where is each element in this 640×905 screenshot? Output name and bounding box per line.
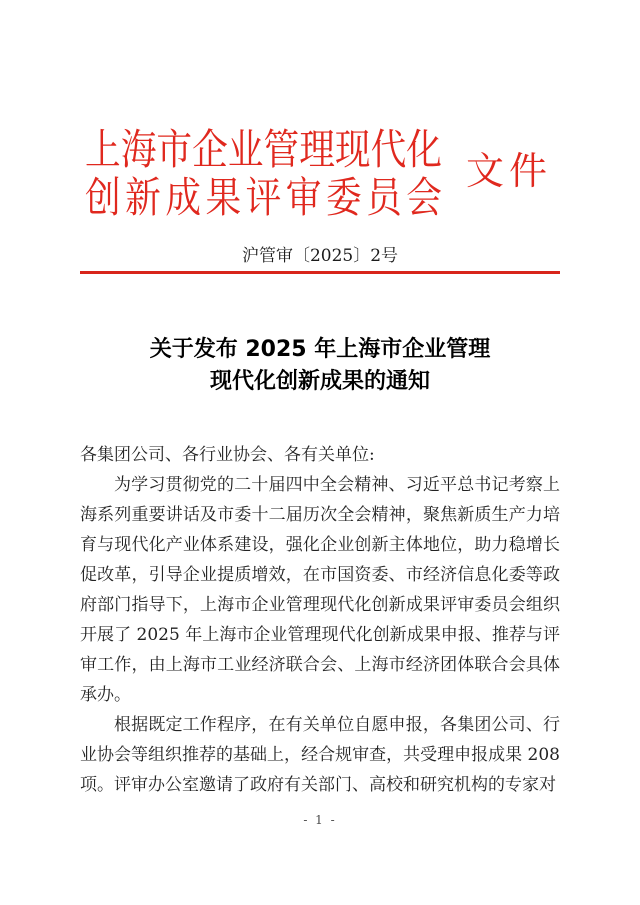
document-title-line-1: 关于发布 2025 年上海市企业管理 [149, 337, 491, 362]
salutation-line: 各集团公司、各行业协会、各有关单位: [80, 445, 375, 465]
document-number: 沪管审〔2025〕2号 [241, 246, 399, 266]
letterhead-issuer-line-1: 上海市企业管理现代化 [85, 125, 443, 174]
letterhead-doc-type-label: 文件 [466, 149, 553, 193]
document-title-line-2: 现代化创新成果的通知 [209, 369, 430, 394]
letterhead-red-rule [80, 271, 560, 274]
letterhead-issuer-line-2: 创新成果评审委员会 [85, 173, 442, 222]
document-title [0, 334, 640, 398]
page-number: - 1 - [303, 813, 337, 827]
letterhead-issuer [85, 126, 442, 222]
document-body [80, 440, 560, 800]
body-paragraph-1: 为学习贯彻党的二十届四中全会精神、习近平总书记考察上海系列重要讲话及市委十二届历次全会精神，聚焦新质生产力培育与现代化产业体系建设，强化企业创新主体地位，助力稳增长促改革，引导企业提质增效，在市国资委、市经济信息化委等政府部门指导下，上海市企业管理现代化创新成果评审委员会组织开展了 2025 年上海市企业管理现代化创新成果申报、推荐与评审工作，由上海市工业经济联合会、上海市经济团体联合会具体承办。 [80, 475, 560, 705]
body-paragraph-2: 根据既定工作程序，在有关单位自愿申报，各集团公司、行业协会等组织推荐的基础上，经合规审查，共受理申报成果 208 项。评审办公室邀请了政府有关部门、高校和研究机构的专家对 [80, 715, 560, 795]
